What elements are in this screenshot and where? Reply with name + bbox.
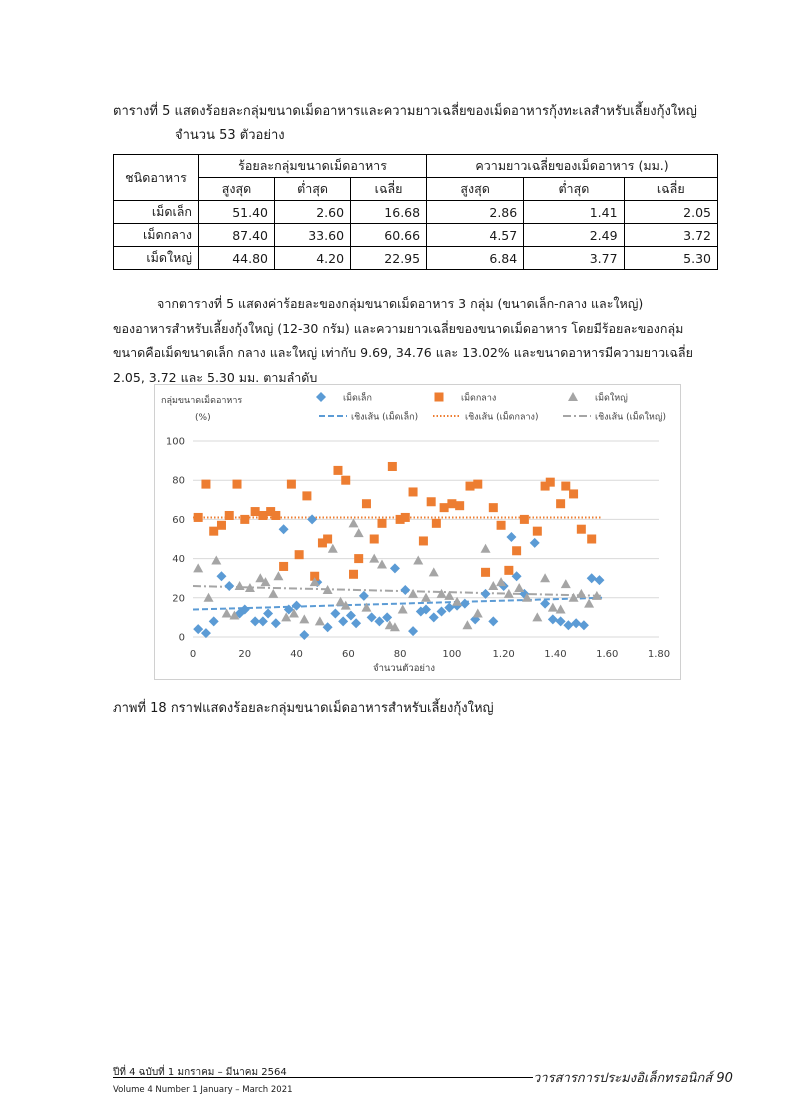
table-row <box>114 224 718 247</box>
data-point <box>209 527 218 536</box>
table-caption-line2: จำนวน 53 ตัวอย่าง <box>175 128 285 143</box>
x-tick-label: 40 <box>290 649 303 660</box>
data-point <box>520 515 529 524</box>
data-point <box>429 567 439 576</box>
data-point <box>460 599 470 609</box>
data-point <box>388 462 397 471</box>
sub-header: เฉลี่ย <box>351 178 427 201</box>
data-point <box>506 532 516 542</box>
data-point <box>346 610 356 620</box>
data-point <box>354 528 364 537</box>
data-point <box>217 521 226 530</box>
data-point <box>271 618 281 628</box>
footer-journal <box>533 1067 733 1088</box>
legend-marker <box>316 392 326 402</box>
cell: 4.20 <box>275 247 351 270</box>
legend-label: เม็ดกลาง <box>461 393 497 404</box>
data-table <box>113 154 718 270</box>
data-point <box>561 482 570 491</box>
x-tick-label: 60 <box>341 649 355 660</box>
data-point <box>481 568 490 577</box>
data-point <box>204 593 214 602</box>
data-point <box>577 525 586 534</box>
data-point <box>504 589 514 598</box>
data-point <box>576 589 586 598</box>
data-point <box>548 614 558 624</box>
data-point <box>473 480 482 489</box>
data-point <box>315 616 325 625</box>
data-point <box>222 608 232 617</box>
cell: 22.95 <box>351 247 427 270</box>
x-tick-label: 20 <box>238 649 252 660</box>
data-point <box>209 616 219 626</box>
data-point <box>302 491 311 500</box>
col-type-header: ชนิดอาหาร <box>114 155 199 201</box>
data-point <box>287 480 296 489</box>
data-point <box>473 608 483 617</box>
cell: 2.49 <box>524 224 624 247</box>
data-point <box>481 544 491 553</box>
data-point <box>271 511 280 520</box>
cell: 51.40 <box>199 201 275 224</box>
cell: 16.68 <box>351 201 427 224</box>
data-point <box>427 497 436 506</box>
x-tick-label: 80 <box>393 649 407 660</box>
footer-issue-en: Volume 4 Number 1 January – March 2021 <box>113 1085 293 1095</box>
data-point <box>584 599 594 608</box>
table-row <box>114 247 718 270</box>
scatter-chart <box>154 384 681 680</box>
data-point <box>571 618 581 628</box>
data-point <box>258 616 268 626</box>
data-point <box>440 503 449 512</box>
cell: 5.30 <box>624 247 717 270</box>
row-name: เม็ดเล็ก <box>114 201 199 224</box>
data-point <box>587 535 596 544</box>
data-point <box>587 573 597 583</box>
data-point <box>235 581 245 590</box>
x-axis-label: จำนวนตัวอย่าง <box>373 663 435 674</box>
data-point <box>299 614 309 623</box>
legend-marker <box>435 393 444 402</box>
data-point <box>279 562 288 571</box>
data-point <box>569 489 578 498</box>
figure-caption: ภาพที่ 18 กราฟแสดงร้อยละกลุ่มขนาดเม็ดอาหารสำหรับเลี้ยงกุ้งใหญ่ <box>113 701 494 716</box>
data-point <box>359 591 369 601</box>
data-point <box>546 478 555 487</box>
legend-label: เม็ดเล็ก <box>343 393 372 404</box>
data-point <box>323 622 333 632</box>
sub-header: เฉลี่ย <box>624 178 717 201</box>
cell: 2.86 <box>427 201 524 224</box>
data-point <box>432 519 441 528</box>
data-point <box>401 513 410 522</box>
legend-label: เม็ดใหญ่ <box>595 393 628 404</box>
data-point <box>224 581 234 591</box>
data-point <box>263 608 273 618</box>
cell: 87.40 <box>199 224 275 247</box>
data-point <box>279 524 289 534</box>
cell: 3.77 <box>524 247 624 270</box>
table-caption <box>113 100 713 148</box>
data-point <box>489 503 498 512</box>
footer-issue-th: ปีที่ 4 ฉบับที่ 1 มกราคม – มีนาคม 2564 <box>113 1067 287 1078</box>
data-point <box>377 559 387 568</box>
x-tick-label: 1.20 <box>492 649 515 660</box>
data-point <box>533 527 542 536</box>
x-tick-label: 0 <box>189 649 197 660</box>
page-number: 90 <box>716 1071 733 1086</box>
data-point <box>496 577 506 586</box>
data-point <box>299 630 309 640</box>
chart-svg <box>155 385 680 679</box>
cell: 6.84 <box>427 247 524 270</box>
data-point <box>532 612 542 621</box>
data-point <box>307 514 317 524</box>
data-point <box>354 554 363 563</box>
legend-label: เชิงเส้น (เม็ดเล็ก) <box>351 412 419 423</box>
data-point <box>295 550 304 559</box>
row-name: เม็ดใหญ่ <box>114 247 199 270</box>
body-paragraph <box>113 292 718 390</box>
cell: 4.57 <box>427 224 524 247</box>
y-tick-label: 40 <box>172 554 185 566</box>
data-point <box>377 519 386 528</box>
paragraph-line: ขนาดคือเม็ดขนาดเล็ก กลาง และใหญ่ เท่ากับ 9.69, 34.76 และ 13.02% และขนาดอาหารมีความยาวเฉลี่ย <box>113 345 693 360</box>
data-point <box>369 554 379 563</box>
y-tick-label: 0 <box>178 632 185 644</box>
cell: 44.80 <box>199 247 275 270</box>
data-point <box>333 466 342 475</box>
data-point <box>561 579 571 588</box>
data-point <box>233 480 242 489</box>
data-point <box>349 570 358 579</box>
data-point <box>488 616 498 626</box>
table-caption-line1: ตารางที่ 5 แสดงร้อยละกลุ่มขนาดเม็ดอาหารและความยาวเฉลี่ยของเม็ดอาหารกุ้งทะเลสำหรับเลี้ยงกุ้งใหญ่ <box>113 104 697 119</box>
data-point <box>497 521 506 530</box>
data-point <box>341 476 350 485</box>
sub-header: ต่ำสุด <box>275 178 351 201</box>
data-point <box>429 612 439 622</box>
footer-rule <box>113 1077 533 1078</box>
group-length-header: ความยาวเฉลี่ยของเม็ดอาหาร (มม.) <box>427 155 718 178</box>
sub-header: ต่ำสุด <box>524 178 624 201</box>
y-tick-label: 80 <box>172 475 185 487</box>
data-point <box>240 515 249 524</box>
data-point <box>351 618 361 628</box>
x-tick-label: 100 <box>442 649 462 660</box>
data-point <box>437 589 447 598</box>
data-point <box>398 605 408 614</box>
data-point <box>338 616 348 626</box>
data-point <box>362 499 371 508</box>
x-tick-label: 1.60 <box>596 649 619 660</box>
sub-header: สูงสุด <box>427 178 524 201</box>
y-axis-label: กลุ่มขนาดเม็ดอาหาร <box>161 396 243 406</box>
sub-header: สูงสุด <box>199 178 275 201</box>
data-point <box>419 536 428 545</box>
data-point <box>225 511 234 520</box>
y-axis-label-unit: (%) <box>195 413 211 423</box>
data-point <box>193 563 203 572</box>
data-point <box>540 573 550 582</box>
cell: 1.41 <box>524 201 624 224</box>
paragraph-line: จากตารางที่ 5 แสดงค่าร้อยละของกลุ่มขนาดเม็ดอาหาร 3 กลุ่ม (ขนาดเล็ก-กลาง และใหญ่) <box>157 296 644 311</box>
data-point <box>514 583 524 592</box>
data-point <box>556 605 566 614</box>
row-name: เม็ดกลาง <box>114 224 199 247</box>
cell: 2.60 <box>275 201 351 224</box>
data-point <box>211 556 221 565</box>
data-point <box>462 620 472 629</box>
data-point <box>194 513 203 522</box>
data-point <box>530 538 540 548</box>
data-point <box>556 499 565 508</box>
data-point <box>330 608 340 618</box>
table-row <box>114 201 718 224</box>
data-point <box>409 487 418 496</box>
data-point <box>400 585 410 595</box>
y-tick-label: 60 <box>172 514 185 526</box>
journal-name: วารสารการประมงอิเล็กทรอนิกส์ <box>533 1071 713 1086</box>
data-point <box>323 535 332 544</box>
legend-label: เชิงเส้น (เม็ดใหญ่) <box>595 412 667 423</box>
group-percent-header: ร้อยละกลุ่มขนาดเม็ดอาหาร <box>199 155 427 178</box>
data-point <box>594 575 604 585</box>
data-point <box>370 535 379 544</box>
data-point <box>579 620 589 630</box>
legend-label: เชิงเส้น (เม็ดกลาง) <box>465 412 539 423</box>
data-point <box>328 544 338 553</box>
cell: 3.72 <box>624 224 717 247</box>
data-point <box>408 626 418 636</box>
cell: 33.60 <box>275 224 351 247</box>
data-point <box>504 566 513 575</box>
data-point <box>251 507 260 516</box>
data-point <box>201 480 210 489</box>
data-point <box>273 571 283 580</box>
legend-marker <box>568 392 578 401</box>
data-point <box>413 556 423 565</box>
data-point <box>455 501 464 510</box>
cell: 60.66 <box>351 224 427 247</box>
x-tick-label: 1.40 <box>544 649 567 660</box>
data-point <box>258 511 267 520</box>
data-point <box>512 546 521 555</box>
y-tick-label: 20 <box>172 593 185 605</box>
x-tick-label: 1.80 <box>647 649 671 660</box>
paragraph-line: 2.05, 3.72 และ 5.30 มม. ตามลำดับ <box>113 369 318 385</box>
data-point <box>421 593 431 602</box>
data-point <box>447 499 456 508</box>
data-point <box>466 482 475 491</box>
paragraph-line: ของอาหารสำหรับเลี้ยงกุ้งใหญ่ (12-30 กรัม) และความยาวเฉลี่ยของขนาดเม็ดอาหาร โดยมีร้อยละของกลุ่ม <box>113 320 684 336</box>
cell: 2.05 <box>624 201 717 224</box>
data-point <box>268 589 278 598</box>
data-point <box>216 571 226 581</box>
data-point <box>361 603 371 612</box>
y-tick-label: 100 <box>165 436 185 448</box>
data-point <box>390 563 400 573</box>
